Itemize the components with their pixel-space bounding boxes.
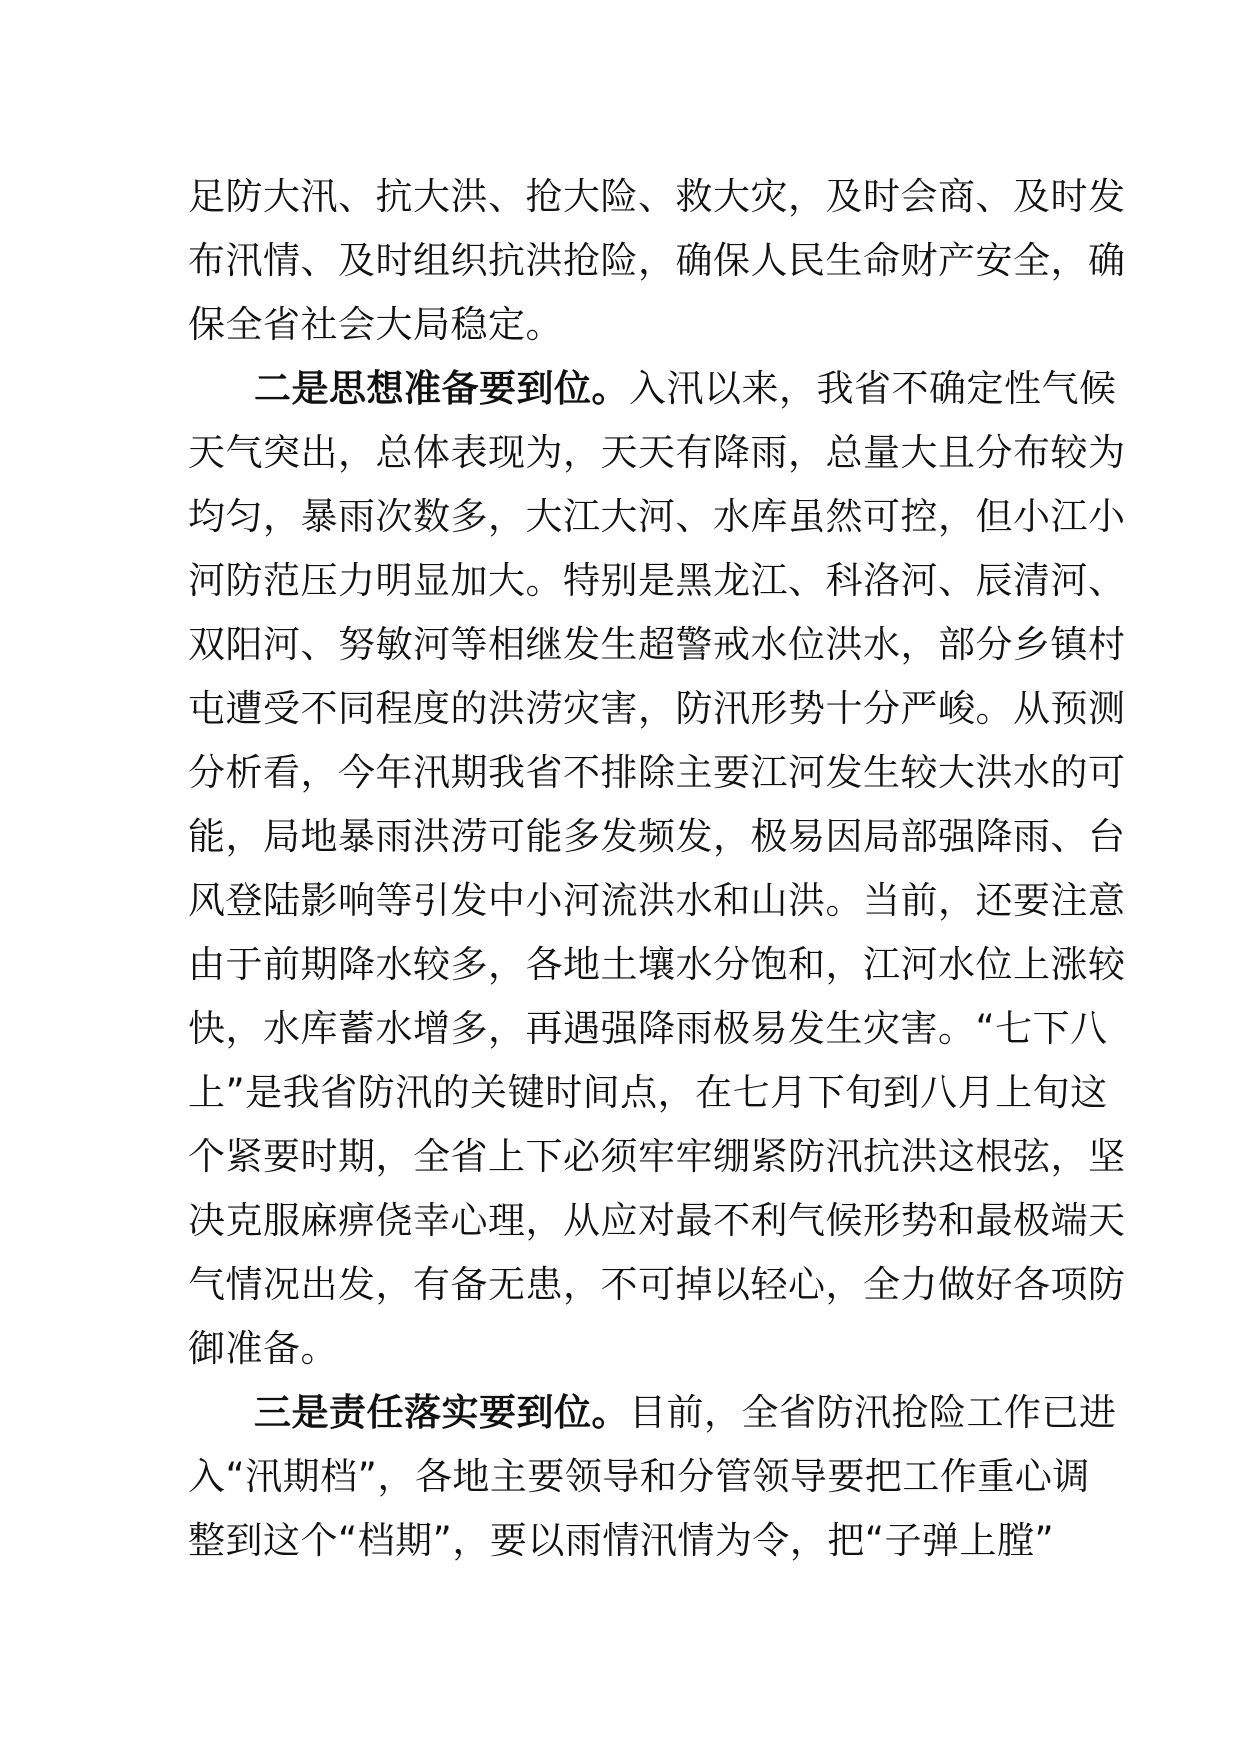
text-line: 均匀，暴雨次数多，大江大河、水库虽然可控，但小江小 <box>188 495 1126 538</box>
text-line: 河防范压力明显加大。特别是黑龙江、科洛河、辰清河、 <box>188 559 1126 602</box>
text-line: 屯遭受不同程度的洪涝灾害，防汛形势十分严峻。从预测 <box>188 687 1126 730</box>
text-line: 气情况出发，有备无患，不可掉以轻心，全力做好各项防 <box>188 1263 1126 1306</box>
text-line: 个紧要时期，全省上下必须牢牢绷紧防汛抗洪这根弦，坚 <box>188 1135 1126 1178</box>
text-span: 入汛以来，我省不确定性气候 <box>629 367 1117 410</box>
text-line: 双阳河、努敏河等相继发生超警戒水位洪水，部分乡镇村 <box>188 623 1126 666</box>
paragraph-heading: 三是责任落实要到位。 <box>254 1391 629 1434</box>
text-line: 决克服麻痹侥幸心理，从应对最不利气候形势和最极端天 <box>188 1199 1126 1242</box>
paragraph-first-line <box>188 357 1117 421</box>
text-line: 风登陆影响等引发中小河流洪水和山洪。当前，还要注意 <box>188 879 1126 922</box>
text-line: 快，水库蓄水增多，再遇强降雨极易发生灾害。“七下八 <box>188 1007 1108 1050</box>
paragraph-first-line <box>188 1381 1117 1445</box>
text-line: 御准备。 <box>188 1327 338 1370</box>
text-line: 整到这个“档期”，要以雨情汛情为令，把“子弹上膛” <box>188 1519 1055 1562</box>
text-line: 由于前期降水较多，各地土壤水分饱和，江河水位上涨较 <box>188 943 1126 986</box>
text-line: 天气突出，总体表现为，天天有降雨，总量大且分布较为 <box>188 431 1126 474</box>
text-line: 足防大汛、抗大洪、抢大险、救大灾，及时会商、及时发 <box>188 175 1126 218</box>
text-line: 布汛情、及时组织抗洪抢险，确保人民生命财产安全，确 <box>188 239 1126 282</box>
text-line: 分析看，今年汛期我省不排除主要江河发生较大洪水的可 <box>188 751 1126 794</box>
text-span: 目前，全省防汛抢险工作已进 <box>629 1391 1117 1434</box>
text-line: 能，局地暴雨洪涝可能多发频发，极易因局部强降雨、台 <box>188 815 1126 858</box>
text-line: 保全省社会大局稳定。 <box>188 303 563 346</box>
text-line: 入“汛期档”，各地主要领导和分管领导要把工作重心调 <box>188 1455 1090 1498</box>
document-body <box>188 165 1126 1573</box>
text-line: 上”是我省防汛的关键时间点，在七月下旬到八月上旬这 <box>188 1071 1108 1114</box>
paragraph-heading: 二是思想准备要到位。 <box>254 367 629 410</box>
